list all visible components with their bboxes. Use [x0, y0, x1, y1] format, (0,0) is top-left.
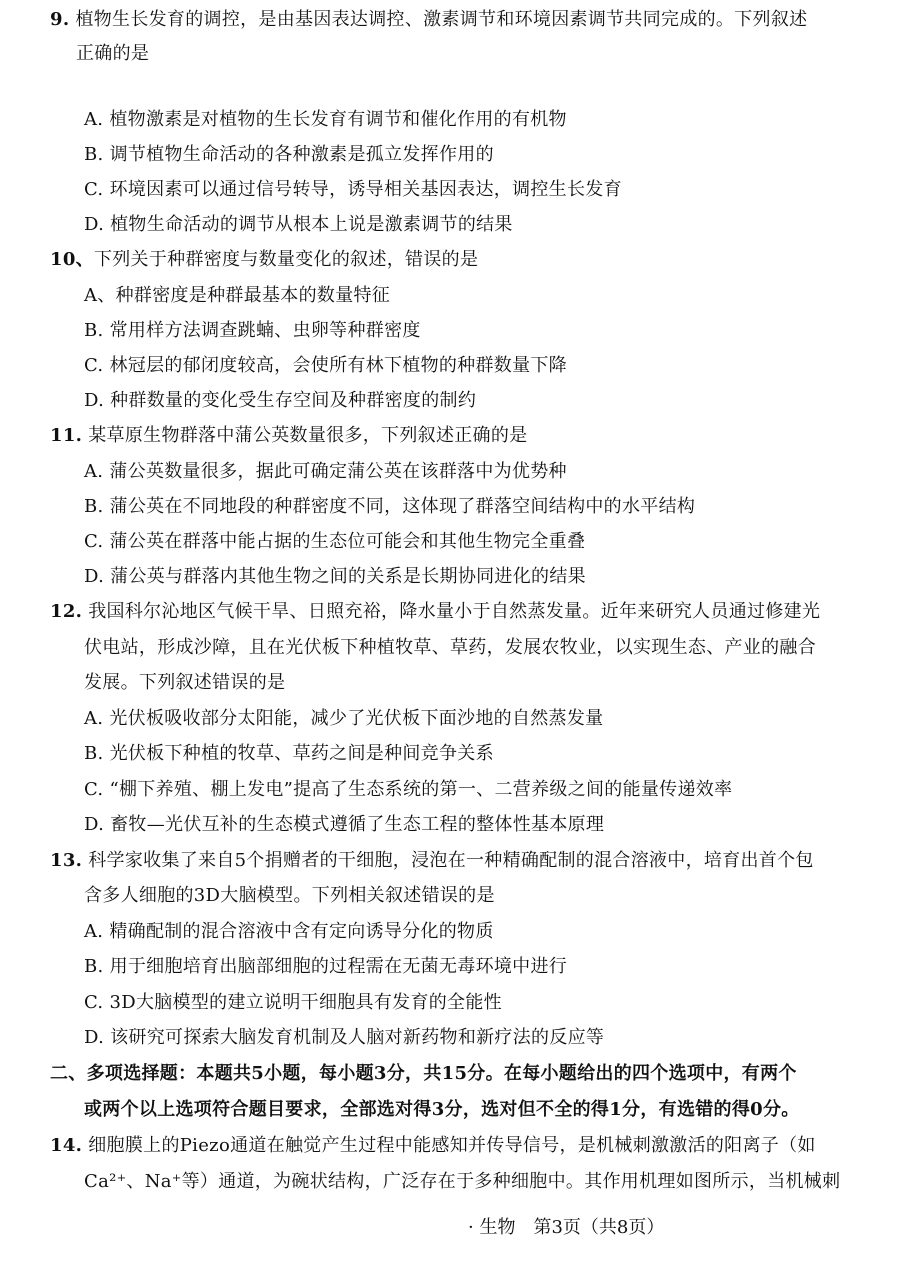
q10-option-c: C. 林冠层的郁闭度较高，会使所有林下植物的种群数量下降 — [84, 355, 567, 376]
q13-stem-text1: 科学家收集了来自5个捐赠者的干细胞，浸泡在一种精确配制的混合溶液中，培育出首个包 — [88, 850, 814, 871]
q12-stem-line2: 伏电站，形成沙障，且在光伏板下种植牧草、草药，发展农牧业，以实现生态、产业的融合 — [84, 637, 816, 658]
q14-stem-line2: Ca²⁺、Na⁺等）通道，为碗状结构，广泛存在于多种细胞中。其作用机理如图所示，当机械刺 — [84, 1171, 841, 1192]
q11-option-c: C. 蒲公英在群落中能占据的生态位可能会和其他生物完全重叠 — [84, 531, 586, 552]
q10-stem-line1 — [50, 248, 478, 272]
q10-option-b: B. 常用样方法调查跳蝻、虫卵等种群密度 — [84, 320, 421, 341]
q13-option-b: B. 用于细胞培育出脑部细胞的过程需在无菌无毒环境中进行 — [84, 956, 568, 977]
q9-option-c: C. 环境因素可以通过信号转导，诱导相关基因表达，调控生长发育 — [84, 179, 622, 200]
q11-option-d: D. 蒲公英与群落内其他生物之间的关系是长期协同进化的结果 — [84, 566, 586, 587]
q9-option-b: B. 调节植物生命活动的各种激素是孤立发挥作用的 — [84, 144, 494, 165]
q14-number: 14. — [50, 1135, 83, 1156]
q12-option-b: B. 光伏板下种植的牧草、草药之间是种间竞争关系 — [84, 743, 494, 764]
q12-stem-text1: 我国科尔沁地区气候干旱、日照充裕，降水量小于自然蒸发量。近年来研究人员通过修建光 — [88, 601, 821, 622]
q11-option-b: B. 蒲公英在不同地段的种群密度不同，这体现了群落空间结构中的水平结构 — [84, 496, 696, 517]
q9-number: 9. — [50, 9, 70, 30]
q12-option-d: D. 畜牧—光伏互补的生态模式遵循了生态工程的整体性基本原理 — [84, 814, 605, 835]
q13-option-a: A. 精确配制的混合溶液中含有定向诱导分化的物质 — [84, 921, 494, 942]
q11-number: 11. — [50, 425, 83, 446]
page-footer: · 生物 第3页（共8页） — [468, 1217, 665, 1238]
q11-stem-text1: 某草原生物群落中蒲公英数量很多，下列叙述正确的是 — [88, 425, 528, 446]
q12-stem-line3: 发展。下列叙述错误的是 — [84, 672, 286, 693]
section2-heading-line1: 二、多项选择题：本题共5小题，每小题3分，共15分。在每小题给出的四个选项中，有两个 — [50, 1063, 797, 1084]
q12-option-c: C. “棚下养殖、棚上发电”提高了生态系统的第一、二营养级之间的能量传递效率 — [84, 779, 733, 800]
section2-heading-line2: 或两个以上选项符合题目要求，全部选对得3分，选对但不全的得1分，有选错的得0分。 — [84, 1099, 800, 1120]
q9-option-d: D. 植物生命活动的调节从根本上说是激素调节的结果 — [84, 214, 513, 235]
q12-option-a: A. 光伏板吸收部分太阳能，减少了光伏板下面沙地的自然蒸发量 — [84, 708, 604, 729]
q10-number: 10、 — [50, 249, 94, 270]
q14-stem-line1 — [50, 1134, 816, 1158]
q11-stem-line1 — [50, 424, 527, 448]
q9-stem-line2: 正确的是 — [76, 43, 150, 64]
q13-stem-line2: 含多人细胞的3D大脑模型。下列相关叙述错误的是 — [84, 885, 495, 906]
q9-stem-text1: 植物生长发育的调控，是由基因表达调控、激素调节和环境因素调节共同完成的。下列叙述 — [75, 9, 808, 30]
q11-option-a: A. 蒲公英数量很多，据此可确定蒲公英在该群落中为优势种 — [84, 461, 567, 482]
q10-option-d: D. 种群数量的变化受生存空间及种群密度的制约 — [84, 390, 477, 411]
q9-option-a: A. 植物激素是对植物的生长发育有调节和催化作用的有机物 — [84, 109, 567, 130]
q9-stem-line1 — [50, 8, 807, 32]
q10-stem-text1: 下列关于种群密度与数量变化的叙述，错误的是 — [93, 249, 479, 270]
q13-option-d: D. 该研究可探索大脑发育机制及人脑对新药物和新疗法的反应等 — [84, 1027, 605, 1048]
q12-number: 12. — [50, 601, 83, 622]
q14-stem-text1: 细胞膜上的Piezo通道在触觉产生过程中能感知并传导信号，是机械刺激激活的阳离子（如 — [88, 1135, 816, 1156]
q12-stem-line1 — [50, 600, 820, 624]
q13-number: 13. — [50, 850, 83, 871]
q13-option-c: C. 3D大脑模型的建立说明干细胞具有发育的全能性 — [84, 992, 502, 1013]
q13-stem-line1 — [50, 849, 814, 873]
q10-option-a: A、种群密度是种群最基本的数量特征 — [84, 285, 391, 306]
